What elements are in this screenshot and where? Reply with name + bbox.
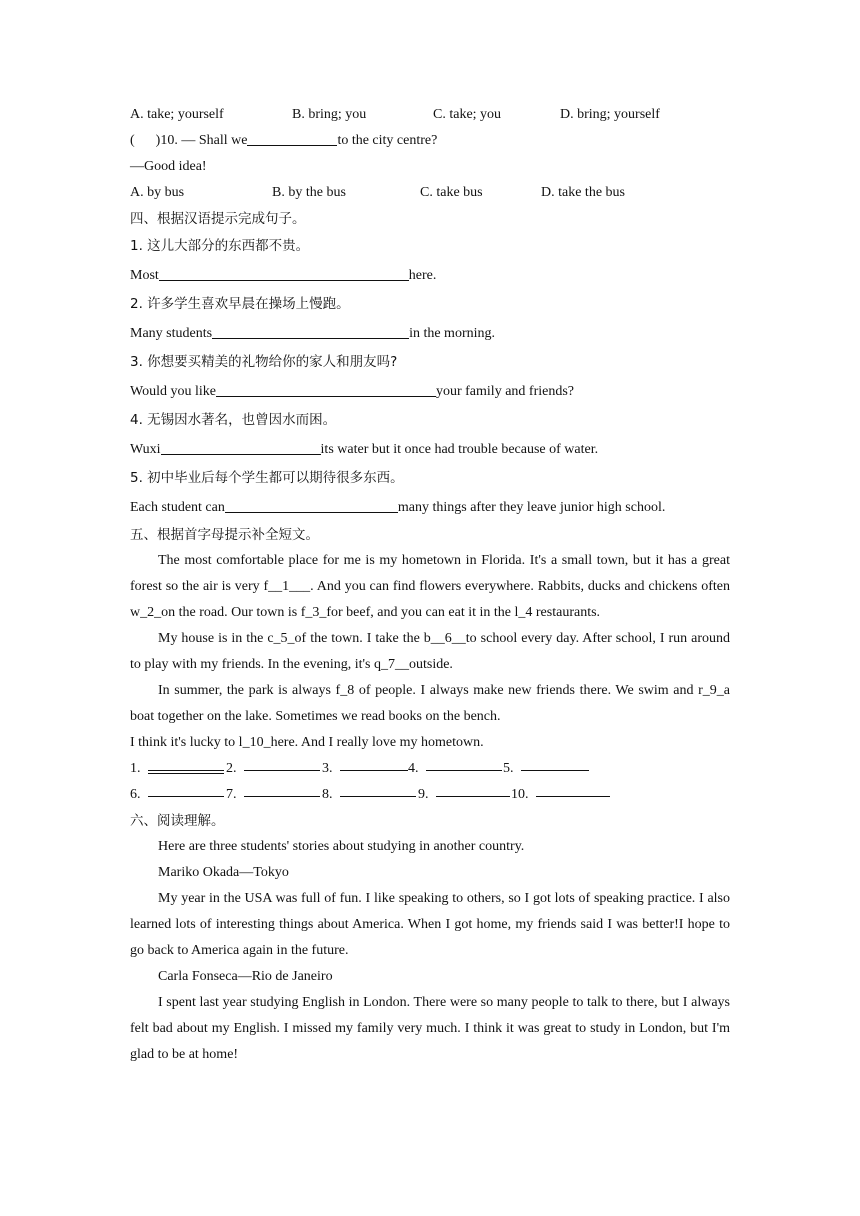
q9-option-c: C. take; you: [433, 107, 502, 122]
answer-7-number: 7.: [226, 787, 237, 802]
s6-student1-name: Mariko Okada—Tokyo: [158, 865, 289, 880]
s5-paragraph-4: I think it's lucky to l_10_here. And I really love my hometown.: [130, 735, 484, 750]
q9-options: [130, 102, 730, 128]
answer-1-number: 1.: [130, 761, 141, 776]
s4-item1-blank[interactable]: [159, 266, 409, 281]
q10-option-b: B. by the bus: [272, 185, 346, 200]
s4-item4-post: its water but it once had trouble because of water.: [320, 442, 599, 457]
s5-answer-row-2: [130, 782, 730, 808]
q10-option-d: D. take the bus: [541, 185, 625, 200]
s4-item2-blank[interactable]: [212, 324, 409, 339]
s4-item5-english: [130, 493, 730, 522]
s4-item5-pre: Each student can: [130, 500, 225, 515]
answer-10-number: 10.: [511, 787, 529, 802]
s4-item5-chinese: 5. 初中毕业后每个学生都可以期待很多东西。: [130, 470, 404, 486]
q10-option-a: A. by bus: [130, 185, 185, 200]
answer-6-number: 6.: [130, 787, 141, 802]
answer-2-number: 2.: [226, 761, 237, 776]
section4-heading: 四、根据汉语提示完成句子。: [130, 211, 306, 227]
s5-paragraph-2: My house is in the c_5_of the town. I take the b__6__to school every day. After school, I run around to play with my friends. In the evening, it's q_7__outside.: [130, 631, 730, 672]
answer-9-number: 9.: [418, 787, 429, 802]
s4-item2-english: [130, 319, 730, 348]
q10-suffix: to the city centre?: [337, 133, 438, 148]
q10-blank[interactable]: [247, 131, 337, 146]
worksheet-page: [130, 102, 730, 1068]
s6-student2-name: Carla Fonseca—Rio de Janeiro: [158, 969, 333, 984]
q10-option-c: C. take bus: [420, 185, 483, 200]
s5-paragraph-3: In summer, the park is always f_8 of people. I always make new friends there. We swim and r_9_a boat together on the lake. Sometimes we read books on the bench.: [130, 683, 730, 724]
s4-item4-english: [130, 435, 730, 464]
s4-item4-pre: Wuxi: [130, 442, 161, 457]
s4-item4-blank[interactable]: [161, 440, 321, 455]
answer-3-number: 3.: [322, 761, 333, 776]
s5-answer-row-1: [130, 756, 730, 782]
q9-option-d: D. bring; yourself: [560, 107, 660, 122]
q10-reply: —Good idea!: [130, 159, 207, 174]
s4-item1-post: here.: [408, 268, 437, 283]
s4-item1-chinese: 1. 这儿大部分的东西都不贵。: [130, 238, 310, 254]
s4-item3-post: your family and friends?: [435, 384, 574, 399]
s4-item5-post: many things after they leave junior high school.: [397, 500, 666, 515]
answer-4-number: 4.: [408, 761, 419, 776]
s4-item2-chinese: 2. 许多学生喜欢早晨在操场上慢跑。: [130, 296, 350, 312]
s4-item3-pre: Would you like: [130, 384, 216, 399]
q10-prefix: ( )10. — Shall we: [130, 133, 248, 148]
q9-option-b: B. bring; you: [292, 107, 367, 122]
s4-item3-blank[interactable]: [216, 382, 436, 397]
section6-heading: 六、阅读理解。: [130, 813, 225, 829]
section5-heading: 五、根据首字母提示补全短文。: [130, 527, 319, 543]
s4-item1-english: [130, 261, 730, 290]
s4-item3-english: [130, 377, 730, 406]
q9-option-a: A. take; yourself: [130, 107, 224, 122]
q10-options: [130, 180, 730, 206]
s4-item2-post: in the morning.: [409, 326, 495, 341]
s4-item2-pre: Many students: [130, 326, 213, 341]
s6-intro: Here are three students' stories about studying in another country.: [158, 839, 525, 854]
s4-item1-pre: Most: [130, 268, 159, 283]
s5-paragraph-1: The most comfortable place for me is my hometown in Florida. It's a small town, but it has a great forest so the air is very f__1___. And you can find flowers everywhere. Rabbits, ducks and chickens often w_2_on the road. Our town is f_3_for beef, and you can eat it in the l_4 restaurants.: [130, 553, 730, 620]
answer-8-number: 8.: [322, 787, 333, 802]
s6-student1-text: My year in the USA was full of fun. I like speaking to others, so I got lots of speaking practice. I also learned lots of interesting things about America. When I got home, my friends said I was better!I hope to go back to America again in the future.: [130, 891, 730, 958]
s6-student2-text: I spent last year studying English in London. There were so many people to talk to there, but I always felt bad about my English. I missed my family very much. I think it was great to study in London, but I'm glad to be at home!: [130, 995, 730, 1062]
answer-5-number: 5.: [503, 761, 514, 776]
q10-question: [130, 128, 730, 154]
s4-item5-blank[interactable]: [225, 498, 398, 513]
s4-item4-chinese: 4. 无锡因水著名，也曾因水而困。: [130, 412, 337, 428]
answer-1-blank[interactable]: [148, 756, 224, 771]
s4-item3-chinese: 3. 你想要买精美的礼物给你的家人和朋友吗?: [130, 354, 398, 370]
